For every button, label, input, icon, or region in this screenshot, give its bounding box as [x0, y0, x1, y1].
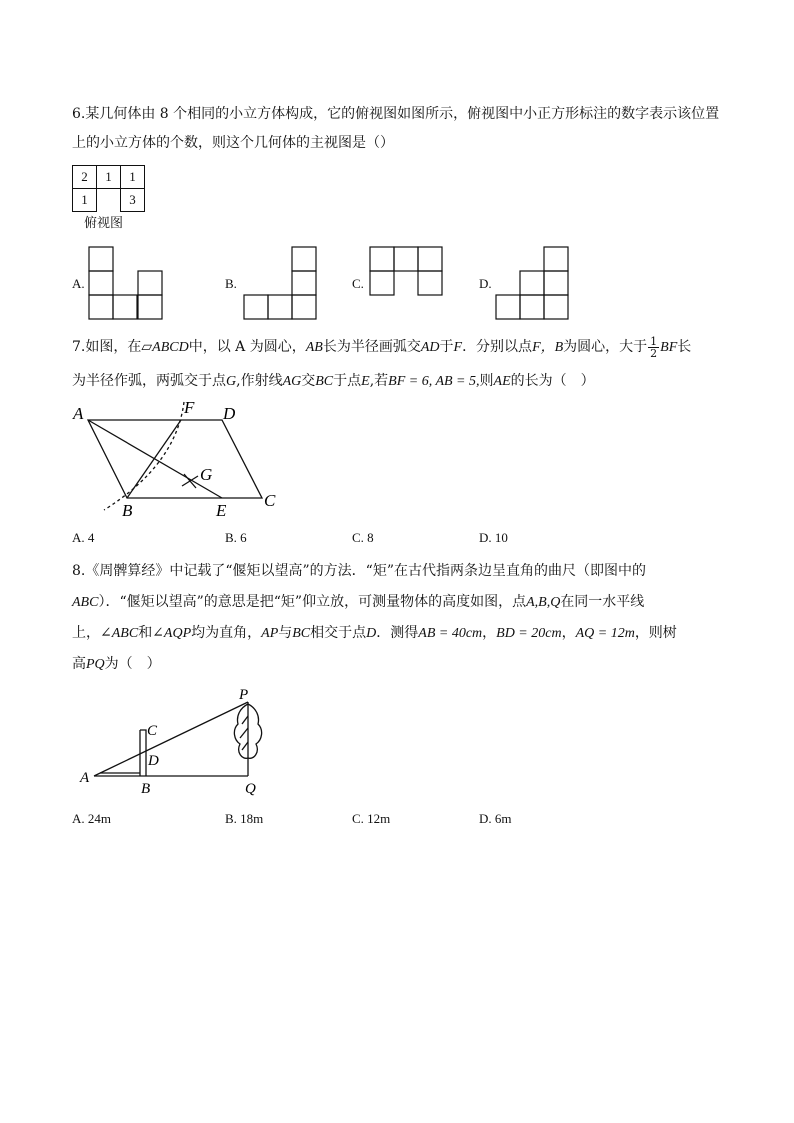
- grid-cell: 1: [97, 166, 121, 189]
- q8-option-c[interactable]: C. 12m: [352, 811, 391, 826]
- q8-text-line2: ABC）．“偃矩以望高”的意思是把“矩”仰立放，可测量物体的高度如图，点A,B,Q在同一水平线: [72, 594, 645, 610]
- q6-text-line2: 上的小立方体的个数，则这个几何体的主视图是（）: [72, 135, 394, 151]
- label-e: E: [216, 501, 227, 520]
- grid-cell: 3: [121, 189, 145, 212]
- label-b: B: [122, 501, 133, 520]
- label-a: A: [80, 770, 90, 786]
- q6-option-c[interactable]: C.: [352, 276, 364, 291]
- q6-text-line1: 6.某几何体由 8 个相同的小立方体构成，它的俯视图如图所示，俯视图中小正方形标注的数字表示该位置: [72, 106, 720, 122]
- label-d: D: [223, 404, 236, 423]
- q7-text-line1: 7.如图，在▱ABCD中，以 A 为圆心，AB长为半径画弧交AD于F．分别以点F，B为圆心，大于 $\frac{1}{2}$ BF长: [72, 334, 692, 360]
- q6-option-a[interactable]: A.: [72, 276, 85, 291]
- q6-top-view-caption: 俯视图: [84, 216, 124, 231]
- label-c: C: [264, 491, 276, 510]
- q7-option-c[interactable]: C. 8: [352, 530, 374, 545]
- q8-text-line1: 8.《周髀算经》中记载了“偃矩以望高”的方法．“矩”在古代指两条边呈直角的曲尺（即图中的: [72, 563, 646, 579]
- fraction-one-half: $\frac{1}{2}$: [650, 334, 658, 360]
- grid-cell: 2: [73, 166, 97, 189]
- q8-option-d[interactable]: D. 6m: [479, 811, 512, 826]
- label-g: G: [200, 465, 213, 484]
- label-p: P: [239, 687, 249, 703]
- q7-text-line2: 为半径作弧，两弧交于点G,作射线AG交BC于点E,若BF = 6, AB = 5,则AE的长为（ ）: [72, 373, 595, 389]
- label-a: A: [73, 404, 84, 423]
- label-f: F: [184, 398, 195, 417]
- sight-line-ap: [94, 702, 248, 776]
- grid-cell: 1: [121, 166, 145, 189]
- q8-option-b[interactable]: B. 18m: [225, 811, 264, 826]
- q7-option-d[interactable]: D. 10: [479, 530, 508, 545]
- label-c: C: [147, 723, 158, 739]
- q8-option-a[interactable]: A. 24m: [72, 811, 111, 826]
- q8-text-line3: 上，∠ABC和∠AQP均为直角，AP与BC相交于点D．测得AB = 40cm，BD = 20cm，AQ = 12m，则树: [72, 625, 677, 641]
- q8-text-line4: 高PQ为（ ）: [72, 656, 161, 672]
- q6-option-b[interactable]: B.: [225, 276, 237, 291]
- label-d: D: [148, 753, 159, 769]
- q7-option-a[interactable]: A. 4: [72, 530, 95, 545]
- q6-option-d[interactable]: D.: [479, 276, 492, 291]
- label-b: B: [141, 781, 151, 797]
- q7-option-b[interactable]: B. 6: [225, 530, 247, 545]
- label-q: Q: [245, 781, 256, 797]
- grid-cell: 1: [73, 189, 97, 212]
